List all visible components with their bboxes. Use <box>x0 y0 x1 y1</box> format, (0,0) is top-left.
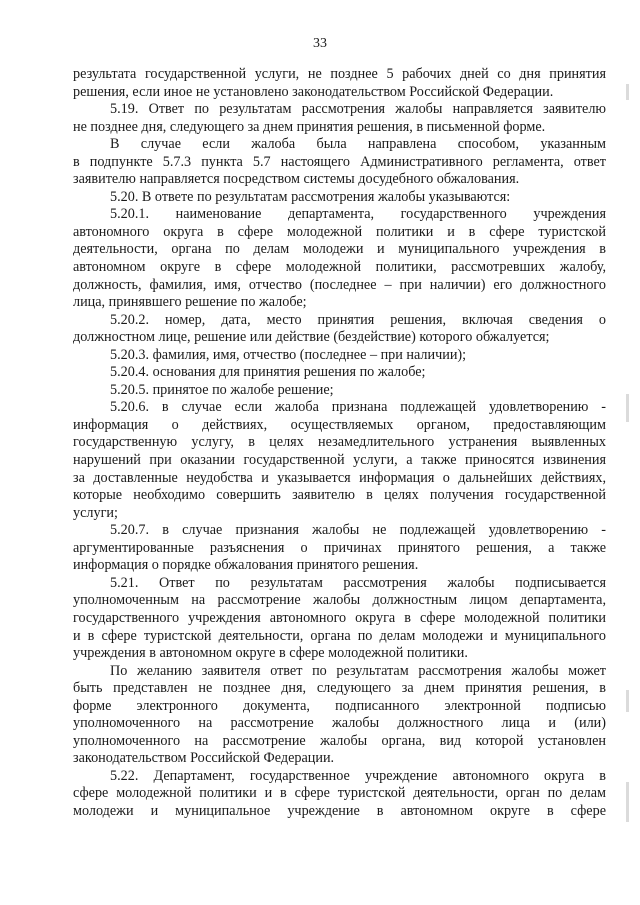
text-line: за доставленные неудобства и указывается информация о дальнейших действиях, <box>73 469 606 486</box>
scan-artifact <box>626 84 629 100</box>
text-line: лица, принявшего решение по жалобе; <box>73 294 307 311</box>
text-line: 5.21. Ответ по результатам рассмотрения жалобы подписывается <box>110 574 606 591</box>
text-line: учреждения в автономном округе в сфере молодежной политики. <box>73 645 468 662</box>
scan-artifact <box>626 690 629 712</box>
scan-artifact <box>626 782 629 822</box>
text-line: и в сфере туристской деятельности, органа по делам молодежи и муниципального <box>73 627 606 644</box>
text-line: должностном лице, решение или действие (бездействие) которого обжалуется; <box>73 329 550 346</box>
text-line: форме электронного документа, подписанного электронной подписью <box>73 697 606 714</box>
text-line: автономном округе в сфере молодежной политики, рассмотревших жалобу, <box>73 259 606 276</box>
text-line: По желанию заявителя ответ по результатам рассмотрения жалобы может <box>110 662 606 679</box>
document-body <box>73 66 606 821</box>
text-line: молодежи и муниципальное учреждение в автономном округе в сфере <box>73 802 606 819</box>
text-line: быть представлен не позднее дня, следующего за днем принятия решения, в <box>73 680 606 697</box>
text-line: аргументированные разъяснения о причинах принятого решения, а также <box>73 539 606 556</box>
text-line: уполномоченного на рассмотрение жалобы органа, вид которой установлен <box>73 732 606 749</box>
text-line: В случае если жалоба была направлена способом, указанным <box>110 136 606 153</box>
text-line: 5.20.3. фамилия, имя, отчество (последнее – при наличии); <box>110 346 467 363</box>
text-line: государственного учреждения автономного округа в сфере молодежной политики <box>73 609 606 626</box>
text-line: не позднее дня, следующего за днем принятия решения, в письменной форме. <box>73 118 546 135</box>
text-line: информация о порядке обжалования принятого решения. <box>73 557 419 574</box>
text-line: 5.19. Ответ по результатам рассмотрения жалобы направляется заявителю <box>110 101 606 118</box>
scan-artifact <box>626 394 629 422</box>
text-line: нарушений при оказании государственной услуги, а также приносятся извинения <box>73 452 606 469</box>
text-line: 5.22. Департамент, государственное учреждение автономного округа в <box>110 767 606 784</box>
text-line: в подпункте 5.7.3 пункта 5.7 настоящего Административного регламента, ответ <box>73 153 606 170</box>
text-line: уполномоченным на рассмотрение жалобы должностным лицом департамента, <box>73 592 606 609</box>
text-line: 5.20.5. принятое по жалобе решение; <box>110 381 334 398</box>
text-line: 5.20.7. в случае признания жалобы не подлежащей удовлетворению - <box>110 522 606 539</box>
text-line: результата государственной услуги, не позднее 5 рабочих дней со дня принятия <box>73 66 606 82</box>
text-line: которые необходимо совершить заявителю в целях получения государственной <box>73 487 606 504</box>
text-line: законодательством Российской Федерации. <box>73 750 335 767</box>
text-line: услуги; <box>73 504 118 521</box>
text-line: 5.20.1. наименование департамента, государственного учреждения <box>110 206 606 223</box>
text-line: деятельности, органа по делам молодежи и муниципального учреждения в <box>73 241 606 258</box>
text-line: информация о действиях, осуществляемых органом, предоставляющим <box>73 416 606 433</box>
text-line: уполномоченного на рассмотрение жалобы должностного лица и (или) <box>73 715 606 732</box>
text-line: государственную услугу, в целях незамедлительного устранения выявленных <box>73 434 606 451</box>
text-line: заявителю направляется посредством системы досудебного обжалования. <box>73 171 520 188</box>
text-line: 5.20.4. основания для принятия решения по жалобе; <box>110 364 426 381</box>
text-line: автономного округа в сфере молодежной политики и в сфере туристской <box>73 223 606 240</box>
text-line: должность, фамилия, имя, отчество (последнее – при наличии) его должностного <box>73 276 606 293</box>
text-line: сфере молодежной политики и в сфере туристской деятельности, орган по делам <box>73 785 606 802</box>
page-number: 33 <box>313 36 327 51</box>
text-line: 5.20.6. в случае если жалоба признана подлежащей удовлетворению - <box>110 399 606 416</box>
text-line: 5.20.2. номер, дата, место принятия решения, включая сведения о <box>110 311 606 328</box>
text-line: решения, если иное не установлено законодательством Российской Федерации. <box>73 83 554 100</box>
text-line: 5.20. В ответе по результатам рассмотрения жалобы указываются: <box>110 188 511 205</box>
